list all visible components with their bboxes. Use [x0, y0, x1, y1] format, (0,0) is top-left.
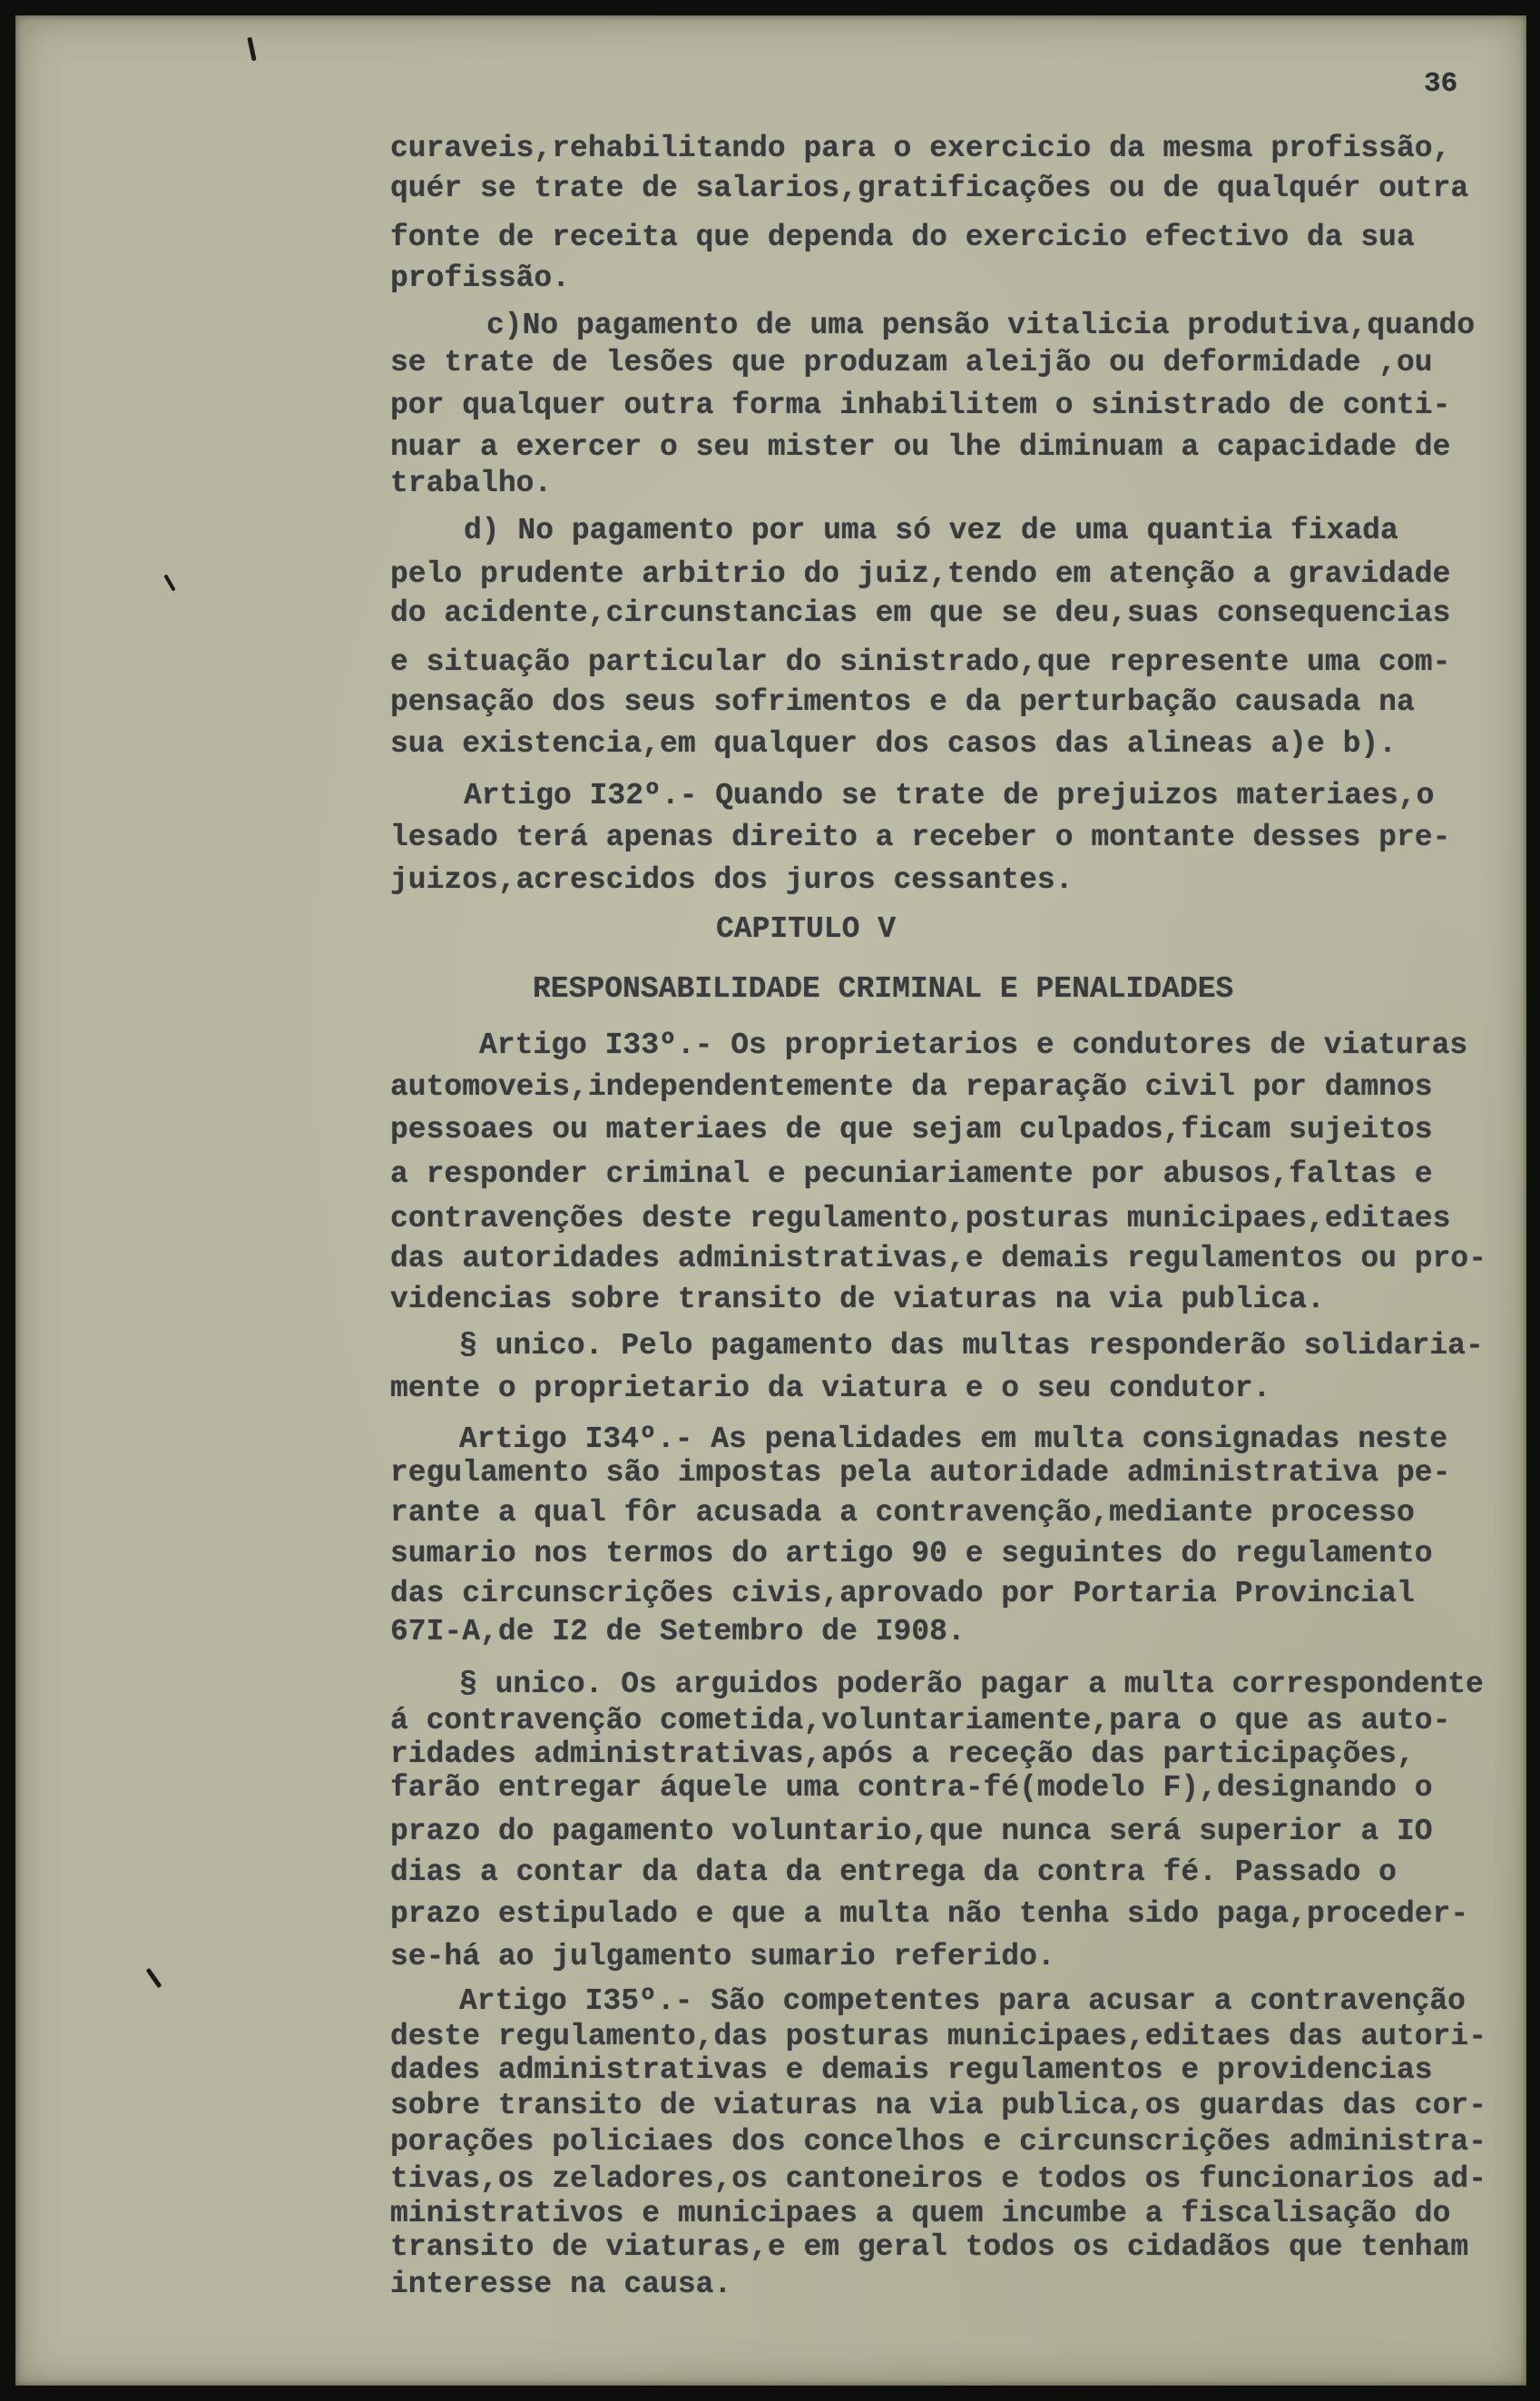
text-line: Artigo I32º.- Quando se trate de prejuizos materiaes,o [464, 779, 1435, 812]
text-line: á contravenção cometida,voluntariamente,para o que as auto- [390, 1704, 1451, 1737]
text-line: d) No pagamento por uma só vez de uma quantia fixada [464, 514, 1398, 547]
text-line: pensação dos seus sofrimentos e da perturbação causada na [390, 685, 1415, 719]
text-line: dades administrativas e demais regulamentos e providencias [390, 2053, 1433, 2087]
text-line: nuar a exercer o seu mister ou lhe diminuam a capacidade de [390, 430, 1451, 464]
text-line: sua existencia,em qualquer dos casos das alineas a)e b). [390, 727, 1397, 761]
text-line: trabalho. [390, 467, 553, 500]
text-line: Artigo I35º.- São competentes para acusar a contravenção [459, 1984, 1466, 2018]
text-line: do acidente,circunstancias em que se deu,suas consequencias [390, 596, 1451, 630]
chapter-title: CAPITULO V [716, 912, 897, 946]
text-line: automoveis,independentemente da reparação civil por damnos [390, 1070, 1433, 1104]
text-line: e situação particular do sinistrado,que represente uma com- [390, 645, 1451, 679]
text-line: farão entregar áquele uma contra-fé(modelo F),designando o [390, 1771, 1433, 1805]
text-line: das circunscrições civis,aprovado por Portaria Provincial [390, 1577, 1415, 1610]
text-line: 67I-A,de I2 de Setembro de I908. [390, 1615, 966, 1648]
text-line: c)No pagamento de uma pensão vitalicia produtiva,quando [486, 309, 1476, 342]
text-line: a responder criminal e pecuniariamente por abusos,faltas e [390, 1157, 1433, 1191]
text-line: tivas,os zeladores,os cantoneiros e todos os funcionarios ad- [390, 2162, 1486, 2196]
text-line: sumario nos termos do artigo 90 e seguintes do regulamento [390, 1537, 1433, 1570]
text-line: videncias sobre transito de viaturas na via publica. [390, 1283, 1325, 1316]
text-line: juizos,acrescidos dos juros cessantes. [390, 863, 1074, 897]
paper-tear-mark [163, 574, 175, 591]
page-number: 36 [1424, 68, 1458, 100]
text-line: Artigo I34º.- As penalidades em multa consignadas neste [459, 1422, 1448, 1456]
text-line: ministrativos e municipaes a quem incumbe a fiscalisação do [390, 2197, 1451, 2230]
paper-tear-mark [146, 1968, 162, 1989]
chapter-subtitle: RESPONSABILIDADE CRIMINAL E PENALIDADES [533, 972, 1234, 1006]
text-line: se trate de lesões que produzam aleijão ou deformidade ,ou [390, 346, 1433, 379]
text-line: dias a contar da data da entrega da contra fé. Passado o [390, 1855, 1397, 1889]
text-line: pessoaes ou materiaes de que sejam culpados,ficam sujeitos [390, 1113, 1433, 1146]
text-line: porações policiaes dos concelhos e circunscrições administra- [390, 2125, 1486, 2159]
text-line: prazo do pagamento voluntario,que nunca será superior a IO [390, 1815, 1433, 1848]
text-line: § unico. Os arguidos poderão pagar a multa correspondente [459, 1668, 1484, 1701]
text-line: quér se trate de salarios,gratificações ou de qualquér outra [390, 172, 1469, 205]
text-line: regulamento são impostas pela autoridade administrativa pe- [390, 1456, 1451, 1490]
text-line: por qualquer outra forma inhabilitem o sinistrado de conti- [390, 389, 1451, 422]
text-line: contravenções deste regulamento,posturas municipaes,editaes [390, 1202, 1451, 1235]
text-line: rante a qual fôr acusada a contravenção,mediante processo [390, 1496, 1415, 1530]
text-line: ridades administrativas,após a receção das participações, [390, 1737, 1415, 1771]
text-line: se-há ao julgamento sumario referido. [390, 1940, 1055, 1973]
paper-tear-mark [247, 37, 256, 61]
text-line: fonte de receita que dependa do exercicio efectivo da sua [390, 221, 1415, 254]
text-line: deste regulamento,das posturas municipaes,editaes das autori- [390, 2020, 1486, 2053]
text-line: curaveis,rehabilitando para o exercicio da mesma profissão, [390, 132, 1451, 165]
text-line: lesado terá apenas direito a receber o montante desses pre- [390, 821, 1451, 854]
typewritten-sheet [15, 15, 1526, 2386]
text-line: das autoridades administrativas,e demais regulamentos ou pro- [390, 1242, 1486, 1275]
text-line: sobre transito de viaturas na via publica,os guardas das cor- [390, 2089, 1486, 2122]
text-line: transito de viaturas,e em geral todos os cidadãos que tenham [390, 2230, 1469, 2264]
text-line: interesse na causa. [390, 2268, 732, 2301]
text-line: Artigo I33º.- Os proprietarios e condutores de viaturas [479, 1028, 1468, 1062]
text-line: mente o proprietario da viatura e o seu condutor. [390, 1372, 1271, 1405]
text-line: § unico. Pelo pagamento das multas responderão solidaria- [459, 1329, 1484, 1363]
text-line: prazo estipulado e que a multa não tenha sido paga,proceder- [390, 1897, 1469, 1931]
text-line: pelo prudente arbitrio do juiz,tendo em atenção a gravidade [390, 557, 1451, 591]
text-line: profissão. [390, 261, 571, 295]
